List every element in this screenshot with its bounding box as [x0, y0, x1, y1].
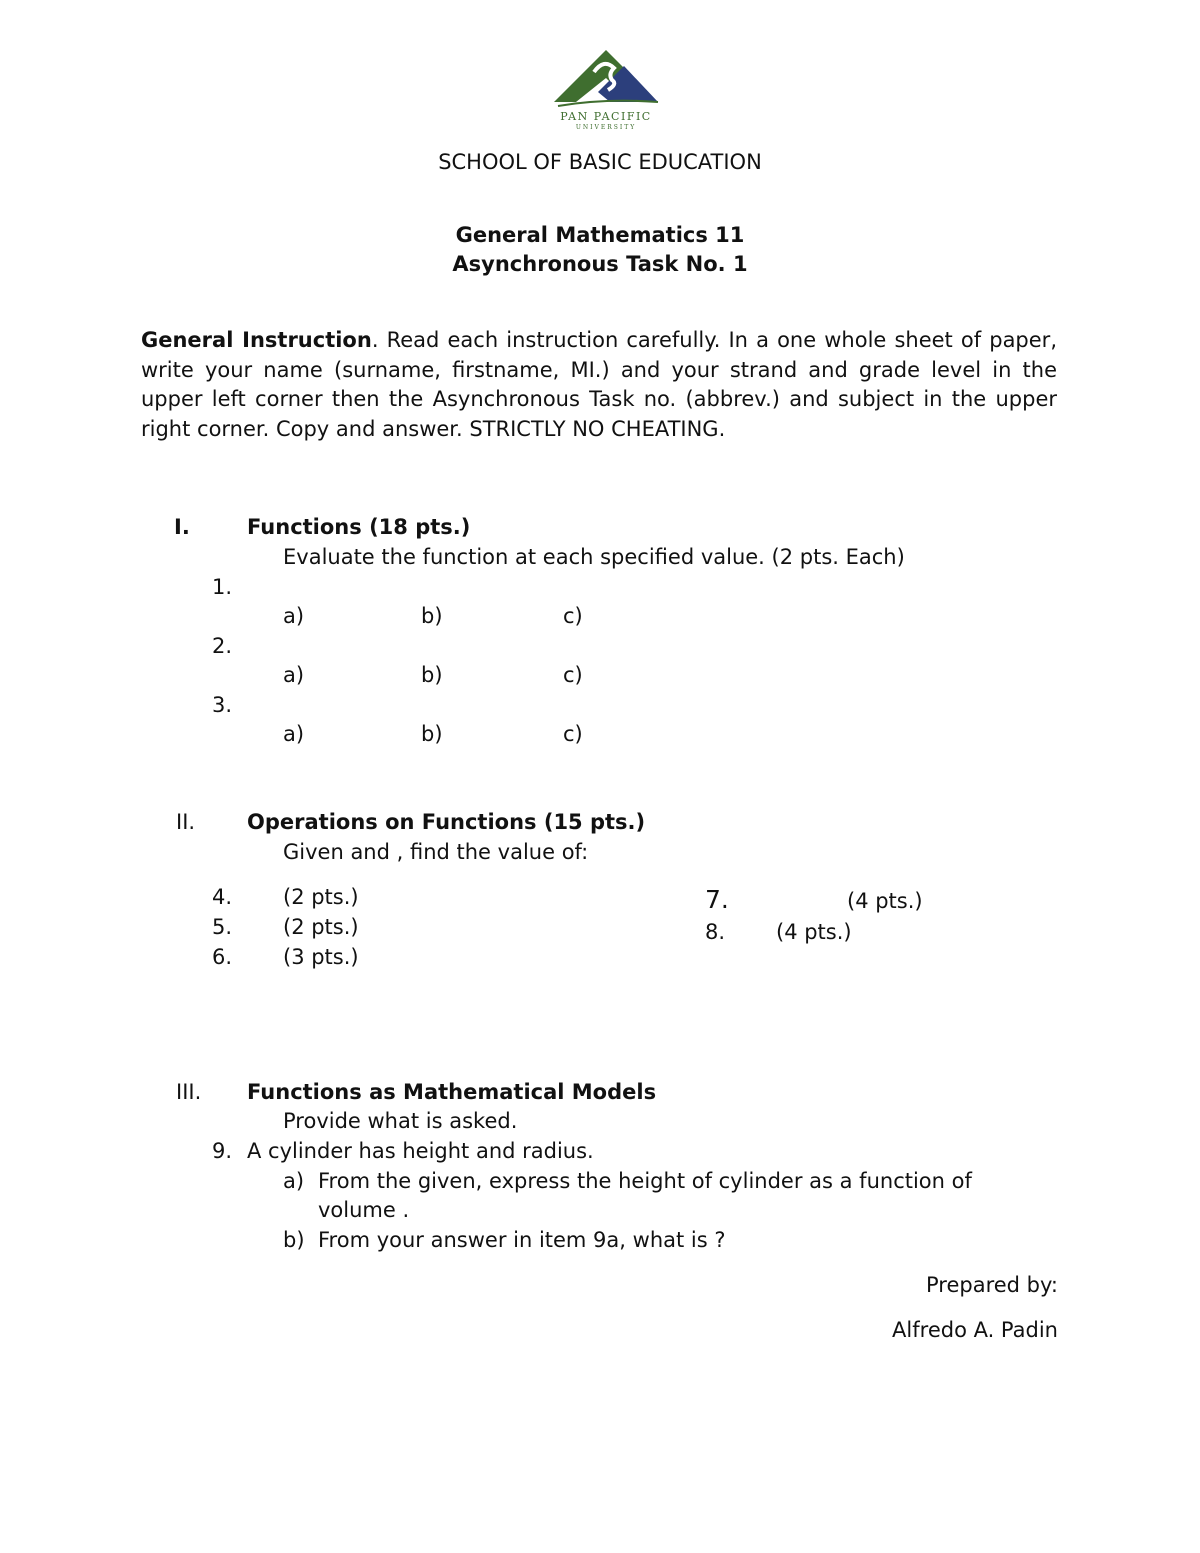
- item-3-part-c: c): [563, 722, 583, 746]
- item-1-part-b: b): [421, 604, 443, 628]
- section-2-title: Operations on Functions (15 pts.): [247, 810, 646, 834]
- item-9b-text: From your answer in item 9a, what is ?: [318, 1228, 726, 1252]
- item-9-number: 9.: [212, 1139, 233, 1163]
- instruction-label: General Instruction: [141, 328, 372, 352]
- item-9b-label: b): [283, 1228, 305, 1252]
- task-title: Asynchronous Task No. 1: [452, 252, 748, 276]
- section-1-title: Functions (18 pts.): [247, 515, 471, 539]
- section-2-direction: Given and , find the value of:: [283, 840, 589, 864]
- logo-subtext: UNIVERSITY: [575, 124, 637, 131]
- item-2-part-c: c): [563, 663, 583, 687]
- section-3-title: Functions as Mathematical Models: [247, 1080, 657, 1104]
- item-7-number: 7.: [705, 885, 729, 914]
- item-2-part-a: a): [283, 663, 305, 687]
- item-4-points: (2 pts.): [283, 885, 359, 909]
- item-9a-text-line-1: From the given, express the height of cylinder as a function of: [318, 1169, 972, 1193]
- section-2-numeral: II.: [176, 810, 196, 834]
- section-3-direction: Provide what is asked.: [283, 1109, 518, 1133]
- logo-text: PAN PACIFIC: [560, 110, 652, 123]
- item-8-points: (4 pts.): [776, 920, 852, 944]
- item-4-number: 4.: [212, 885, 233, 909]
- item-9-text: A cylinder has height and radius.: [247, 1139, 594, 1163]
- subject-title: General Mathematics 11: [455, 223, 745, 247]
- item-9a-label: a): [283, 1169, 305, 1193]
- pan-pacific-university-logo: [550, 48, 662, 132]
- item-2-part-b: b): [421, 663, 443, 687]
- section-1-numeral: I.: [174, 515, 190, 539]
- item-2-number: 2.: [212, 634, 233, 658]
- item-6-number: 6.: [212, 945, 233, 969]
- instruction-text: . Read each instruction carefully. In a one whole sheet of paper, write your name (surname, firstname, MI.) and your strand and grade level in the upper left corner then the Asynchronous Task no. (abbrev.) and subject in the upper right corner. Copy and answer. STRICTLY NO CHEATING.: [141, 328, 1057, 442]
- item-1-number: 1.: [212, 575, 233, 599]
- item-3-number: 3.: [212, 693, 233, 717]
- school-name: SCHOOL OF BASIC EDUCATION: [438, 150, 762, 174]
- item-6-points: (3 pts.): [283, 945, 359, 969]
- item-8-number: 8.: [705, 920, 726, 944]
- item-5-number: 5.: [212, 915, 233, 939]
- item-5-points: (2 pts.): [283, 915, 359, 939]
- prepared-by-name: Alfredo A. Padin: [892, 1318, 1058, 1342]
- section-1-direction: Evaluate the function at each specified value. (2 pts. Each): [283, 545, 905, 569]
- item-1-part-a: a): [283, 604, 305, 628]
- general-instruction: [141, 326, 1057, 445]
- item-7-points: (4 pts.): [847, 889, 923, 913]
- section-3-numeral: III.: [176, 1080, 202, 1104]
- item-1-part-c: c): [563, 604, 583, 628]
- item-3-part-a: a): [283, 722, 305, 746]
- prepared-by-label: Prepared by:: [926, 1273, 1058, 1297]
- item-3-part-b: b): [421, 722, 443, 746]
- item-9a-text-line-2: volume .: [318, 1198, 410, 1222]
